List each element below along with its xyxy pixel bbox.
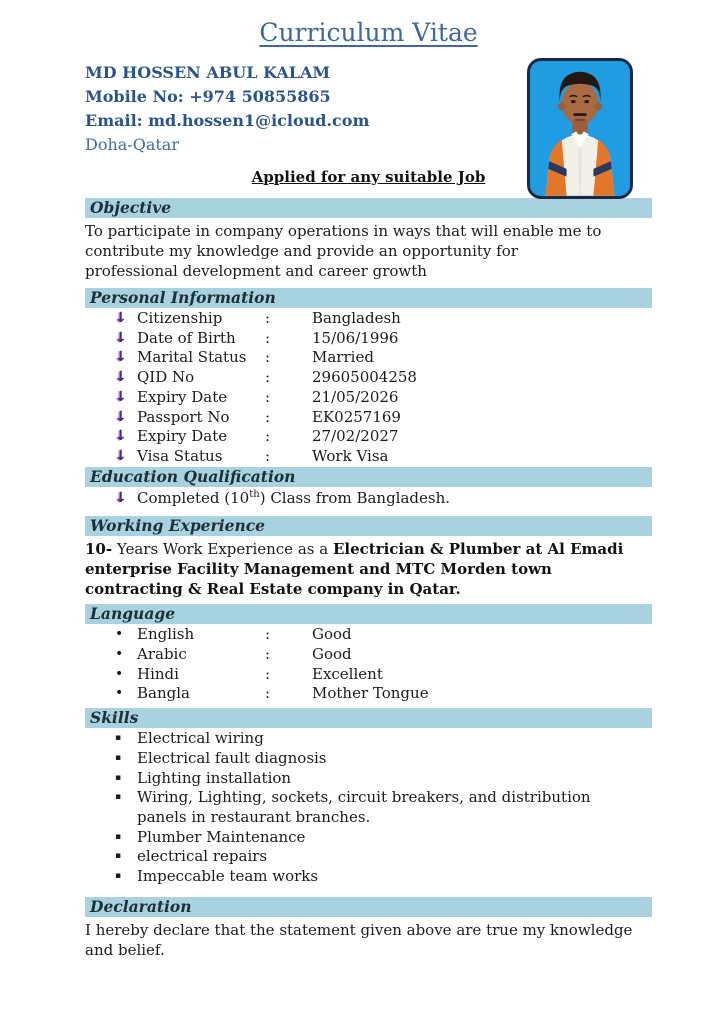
skill-item: Lighting installation [137,768,292,787]
language-row [85,665,652,685]
arrow-bullet-icon: ↓ [115,489,127,506]
info-value: 29605004258 [312,368,417,387]
section-heading-label: Personal Information [90,288,276,307]
person-portrait [530,61,630,196]
skills-list [85,729,652,887]
arrow-bullet-icon: ↓ [115,310,127,326]
info-label: Visa Status [137,446,223,465]
skill-item: Plumber Maintenance [137,827,306,846]
info-value: Bangladesh [312,309,401,327]
skill-item: Wiring, Lighting, sockets, circuit breakers, and distribution panels in restaurant branches. [137,788,591,826]
language-level: Mother Tongue [312,684,429,703]
language-label: Arabic [137,645,187,664]
section-heading-personal-information [85,288,652,308]
section-heading-label: Objective [90,198,172,217]
skill-row [85,729,652,749]
info-label: QID No [137,368,195,387]
square-bullet-icon: ▪ [115,831,122,842]
personal-info-row [85,388,652,408]
skill-item: Impeccable team works [137,867,319,886]
info-value: Work Visa [312,446,389,465]
language-colon: : [265,684,271,703]
section-heading-working-experience [85,516,652,536]
personal-info-row [85,348,652,368]
info-colon: : [265,368,271,387]
section-heading-skills [85,708,652,728]
dot-bullet-icon: • [115,646,124,663]
info-value: 21/05/2026 [312,387,399,406]
info-colon: : [265,328,271,347]
page-title-text: Curriculum Vitae [259,18,478,47]
personal-info-row [85,447,652,467]
info-colon: : [265,427,271,446]
info-label: Expiry Date [137,427,228,446]
skill-row [85,749,652,769]
profile-photo [527,58,633,199]
info-value: Married [312,348,374,367]
personal-info-row [85,408,652,428]
language-row [85,645,652,665]
section-heading-label: Declaration [90,896,192,916]
declaration-text: I hereby declare that the statement given above are true my knowledge and belief. [85,920,633,959]
arrow-bullet-icon: ↓ [115,428,127,445]
skill-row [85,788,652,827]
skill-item: electrical repairs [137,847,268,866]
applied-for-line: Applied for any suitable Job [251,168,486,186]
info-label: Citizenship [137,309,223,327]
experience-normal-text: Years Work Experience as a [112,540,333,559]
language-colon: : [265,625,271,644]
location-text: Doha-Qatar [85,135,179,154]
arrow-bullet-icon: ↓ [115,447,127,464]
section-heading-label: Education Qualification [90,466,296,486]
education-item-prefix: Completed (10 [137,488,250,507]
language-label: Bangla [137,684,190,703]
dot-bullet-icon: • [115,626,124,643]
mobile-number: Mobile No: +974 50855865 [85,87,331,106]
square-bullet-icon: ▪ [115,851,122,862]
arrow-bullet-icon: ↓ [115,369,127,386]
section-heading-declaration [85,897,652,917]
skill-item: Electrical fault diagnosis [137,748,327,767]
info-colon: : [265,309,271,327]
skill-row [85,828,652,848]
info-label: Marital Status [137,348,247,367]
arrow-bullet-icon: ↓ [115,408,127,425]
arrow-bullet-icon: ↓ [115,349,127,366]
education-item-ordinal: th [249,488,260,500]
personal-info-row [85,309,652,329]
language-row [85,684,652,704]
skill-row [85,847,652,867]
language-level: Good [312,645,352,664]
objective-text: To participate in company operations in ways that will enable me to contribute my knowledge and provide an opportunity for professional development and career growth [85,222,602,280]
info-value: EK0257169 [312,407,401,426]
info-label: Date of Birth [137,328,236,347]
section-heading-label: Working Experience [90,516,266,536]
section-heading-objective [85,198,652,218]
info-label: Expiry Date [137,387,228,406]
language-colon: : [265,664,271,683]
square-bullet-icon: ▪ [115,772,122,783]
education-item [137,489,450,509]
experience-bold-text: Electrician & Plumber at Al Emadi enterprise Facility Management and MTC Morden town contracting & Real Estate company in Qatar. [85,540,624,599]
arrow-bullet-icon: ↓ [115,388,127,405]
section-heading-education [85,467,652,487]
info-value: 27/02/2027 [312,427,399,446]
personal-info-row [85,329,652,349]
dot-bullet-icon: • [115,685,124,702]
square-bullet-icon: ▪ [115,792,122,803]
education-row [85,489,652,509]
language-list [85,625,652,704]
info-colon: : [265,348,271,367]
working-experience-text [85,539,647,599]
dot-bullet-icon: • [115,665,124,682]
email-address: Email: md.hossen1@icloud.com [85,111,370,130]
square-bullet-icon: ▪ [115,752,122,763]
info-value: 15/06/1996 [312,328,399,347]
section-heading-label: Language [90,604,176,624]
square-bullet-icon: ▪ [115,871,122,882]
personal-information-list [85,309,652,467]
language-label: English [137,625,195,644]
language-colon: : [265,645,271,664]
square-bullet-icon: ▪ [115,733,122,744]
info-colon: : [265,407,271,426]
info-colon: : [265,446,271,465]
education-item-suffix: ) Class from Bangladesh. [259,488,451,507]
personal-info-row [85,368,652,388]
info-label: Passport No [137,407,230,426]
arrow-bullet-icon: ↓ [115,329,127,346]
language-level: Good [312,625,352,644]
section-heading-label: Skills [90,708,139,728]
experience-years: 10- [85,540,113,559]
page-title [85,18,652,47]
skill-row [85,769,652,789]
language-label: Hindi [137,664,179,683]
language-row [85,625,652,645]
skill-item: Electrical wiring [137,729,264,748]
skill-row [85,867,652,887]
candidate-name: MD HOSSEN ABUL KALAM [85,63,331,82]
info-colon: : [265,387,271,406]
section-heading-language [85,604,652,624]
language-level: Excellent [312,664,383,683]
personal-info-row [85,427,652,447]
